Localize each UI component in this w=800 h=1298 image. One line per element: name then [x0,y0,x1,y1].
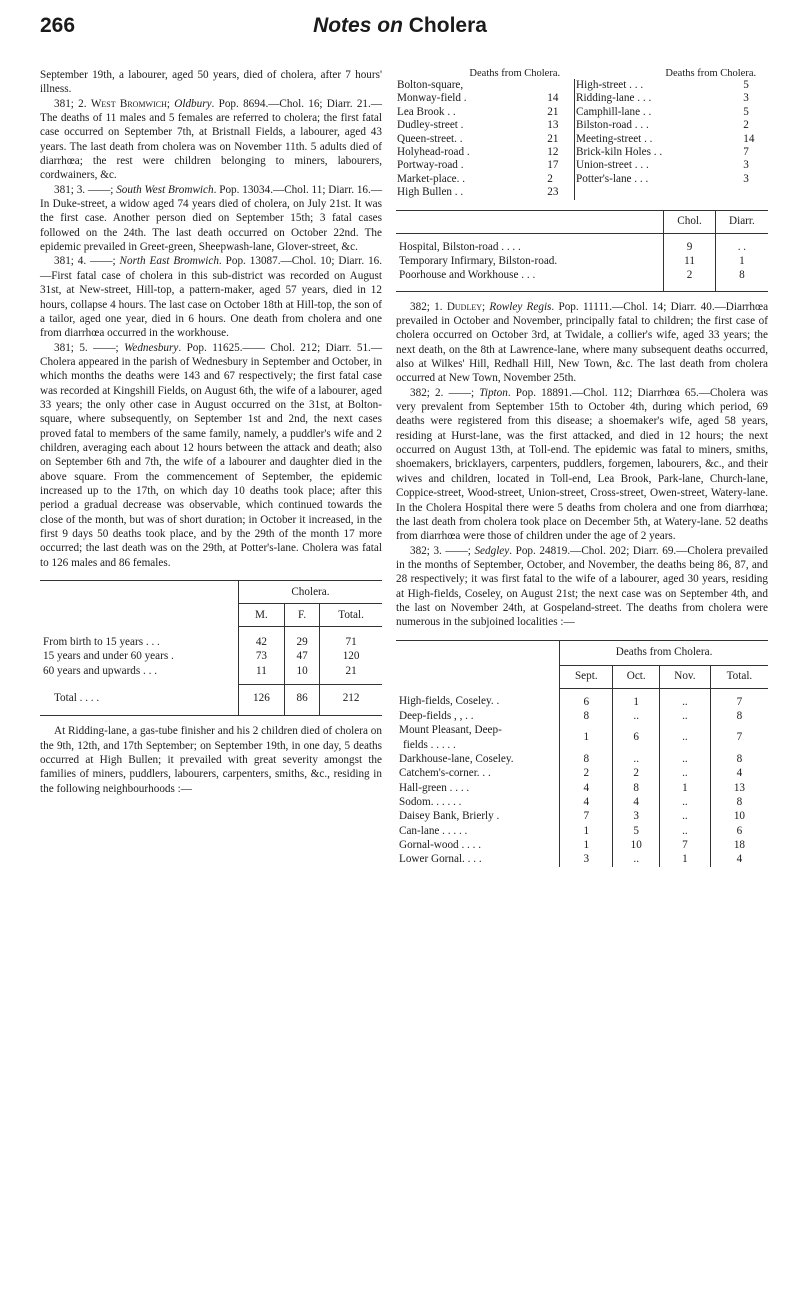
table-row: Darkhouse-lane, Coseley. 8 .. .. 8 [396,752,768,766]
table-row: High-fields, Coseley. . 6 1 .. 7 [396,688,768,709]
page-number: 266 [40,14,76,37]
table-row: 15 years and under 60 years . 73 47 120 [40,649,382,663]
running-title-suffix: Cholera [408,14,487,37]
col-header: Diarr. [715,210,768,233]
age-table-group-header: Cholera. [238,581,382,604]
paragraph: September 19th, a labourer, aged 50 years, died of cholera, after 7 hours' illness. [40,69,382,96]
table-row: Lower Gornal. . . . 3 .. 1 4 [396,852,768,866]
table-row: Catchem's-corner. . . 2 2 .. 4 [396,766,768,780]
deaths-header-right: Deaths from Cholera. [665,68,757,79]
table-row: Hall-green . . . . 4 8 1 13 [396,781,768,795]
table-total-row: Total . . . . 126 86 212 [40,685,382,716]
deaths-header-left: Deaths from Cholera. [469,68,561,79]
sedgley-group-header: Deaths from Cholera. [560,640,768,665]
table-row: Hospital, Bilston-road . . . . 9 . . [396,233,768,254]
table-row: Mount Pleasant, Deep- fields . . . . . 1 6 .. 7 [396,723,768,752]
col-header: M. [238,604,284,627]
col-header: Nov. [660,665,711,688]
age-table [40,580,382,716]
table-row: Sodom. . . . . . 4 4 .. 8 [396,795,768,809]
table-row: 60 years and upwards . . . 11 10 21 [40,664,382,685]
paragraph-ridding-lane: At Ridding-lane, a gas-tube finisher and his 2 children died of cholera on the 9th, 12th, and 17th September; on September 19th, in one day, 5 deaths occurred at High Bullen; it prevailed with great severity amongst the families of miners, puddlers, labourers, carpenters, smiths, &c., residing in the following neighbourhoods :— [40,725,382,795]
right-column [396,68,768,867]
col-header: Total. [320,604,382,627]
col-header: F. [284,604,319,627]
col-header: Total. [710,665,768,688]
page-header [40,14,760,44]
running-title [40,14,760,38]
col-header: Sept. [560,665,613,688]
running-title-prefix: Notes on [313,14,403,37]
paragraph-sedgley: 382; 3. ——; Sedgley. Pop. 24819.—Chol. 202; Diarr. 69.—Cholera prevailed in the months of September, October, and November, the deaths being 86, 87, and 28 respectively; it was first fatal to the wife of a labourer, aged 30 years, residing at High-fields, Coseley, on August 21st; the next case was on September 4th, and the last on November 24th, at Gospeland-street. The deaths from cholera were numerous in the subjoined localities :— [396,544,769,629]
paragraph-south-west-bromwich: 381; 3. ——; South West Bromwich. Pop. 13034.—Chol. 11; Diarr. 16.—In Duke-street, a widow aged 74 years died of cholera, on July 21st. It was the first case. Another person died on September 15th; 3 fatal cases followed on the 24th. The last death occurred on October 22nd. The epidemic prevailed in Greet-green, Sheepwash-lane, Glover-street, &c. [40,183,383,254]
left-column [40,68,382,796]
paragraph-oldbury: 381; 2. West Bromwich; Oldbury. Pop. 8694.—Chol. 16; Diarr. 21.—The deaths of 11 males and 5 females are referred to cholera; the first fatal case occurred on September 7th, at Bristnall Fields, a labourer, aged 43 years. The last death from cholera was on November 11th. 5 adults died of diarrhœa; the rest were children belonging to miners, labourers, cordwainers, &c. [40,97,383,182]
col-header: Chol. [664,210,715,233]
table-row: Deep-fields , , . . 8 .. .. 8 [396,709,768,723]
wednesbury-district-table: Deaths from Cholera. Deaths from Cholera. Bolton-square, High-street . . . 5 Monway-field . 14 Ridding-lane . . . 3 Lea Brook . . 21 Camphill-lane . . 5 Dudley-street . 13 Bilston-road . . . 2 Queen-street. . 21 Meeting-street . . 14 Holyhead-road . 12 Brick-kiln Holes . . 7 Portway-road . 17 Union-street . . . 3 Market-place. . 2 Potter's-lane . . . 3 High Bullen . . 23 [396,68,768,200]
sedgley-table [396,640,768,867]
table-row: Poorhouse and Workhouse . . . 2 8 [396,268,768,291]
hospital-table [396,210,768,292]
table-row: Daisey Bank, Brierly . 7 3 .. 10 [396,809,768,823]
table-row: Temporary Infirmary, Bilston-road. 11 1 [396,254,768,268]
table-row: Gornal-wood . . . . 1 10 7 18 [396,838,768,852]
table-row: From birth to 15 years . . . 42 29 71 [40,627,382,650]
paragraph-rowley-regis: 382; 1. Dudley; Rowley Regis. Pop. 11111.—Chol. 14; Diarr. 40.—Diarrhœa prevailed in October and November, principally fatal to children; the first case of cholera occurred on October 3rd, at Twidale, a collier's wife, aged 33 years; the next death, on the 8th at Lawrence-lane, where many subsequent deaths occurred, also at Wilkes' Hill, Redhall Hill, New Town, &c. The last death from cholera occurred at New Town, November 25th. [396,300,769,385]
paragraph-north-east-bromwich: 381; 4. ——; North East Bromwich. Pop. 13087.—Chol. 10; Diarr. 16.—First fatal case of cholera in this sub-district was recorded on August 31st, at New-street, Hill-top, a pattern-maker, aged 57 years, died in 12 hours, collapse 4 hours. The last case on October 18th at Hill-top, the son of a tailor, aged one year, died in 6 hours. One death from cholera and one from diarrhœa occurred in the workhouse. [40,255,383,340]
paragraph-wednesbury: 381; 5. ——; Wednesbury. Pop. 11625.—— Chol. 212; Diarr. 51.—Cholera appeared in the parish of Wednesbury in September and October, in which months the deaths were 143 and 67 respectively; the first fatal case was recorded at Kingshill Fields, on August 6th, the wife of a labourer, aged 33 years; the only other case in August occurred on the 31st, at Bolton-square, where subsequently, on September 1st and 2nd, the next cases proved fatal to members of the same family, namely, a puddler's wife and 2 children, averaging each about 12 hours between the attack and death; also on September 6th and 7th, the wife of a labourer and daughter died in the above square. From the commencement of September, the epidemic increased up to the 17th, on which day 10 deaths took place; after this period a gradual decrease was observable, which continued towards the close of the month, but was of short duration; in October it increased, in the first 9 days 50 deaths took place, and by the 29th of the month 17 more occurred; the last death was on the 29th, at Potter's-lane. Cholera was fatal to 126 males and 86 females. [40,341,383,569]
table-row: Can-lane . . . . . 1 5 .. 6 [396,824,768,838]
paragraph-tipton: 382; 2. ——; Tipton. Pop. 18891.—Chol. 112; Diarrhœa 65.—Cholera was very prevalent from September 15th to October 4th, during which period, 69 deaths were registered from this disease; a shoemaker's wife, aged 58 years, residing at Hurst-lane, was the first attacked, and died in 12 hours; the next occurred on August 13th, at Toll-end. The epidemic was fatal to miners, smiths, shoemakers, bricklayers, carpenters, puddlers, forgemen, labourers, &c., and their wives and children, located in Toll-end, Lea Brook, Park-lane, Church-lane, Coppice-street, Wood-street, Union-street, Cross-street, Owen-street, Watery-lane. In the Cholera Hospital there were 5 deaths from cholera and one from diarrhœa; the last death from cholera took place on December 5th, at Watery-lane. 52 deaths from diarrhœa were those of children under the age of 2 years. [396,386,768,543]
col-header: Oct. [613,665,660,688]
